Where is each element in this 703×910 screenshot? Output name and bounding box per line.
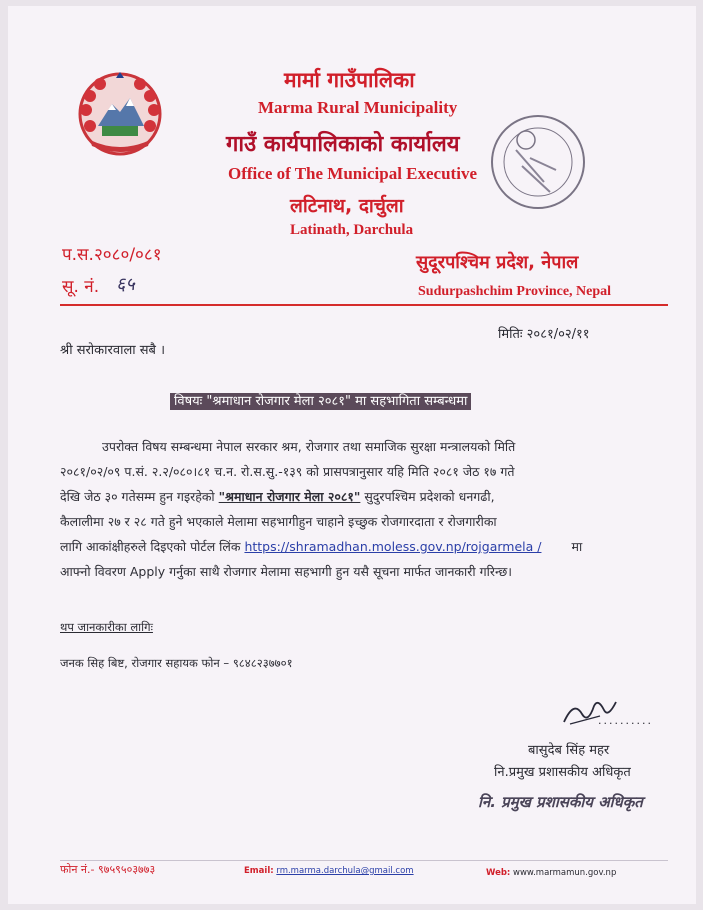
nepal-emblem-icon [76,70,164,158]
footer-email [244,866,414,876]
more-info-label: थप जानकारीका लागिः [60,620,153,634]
letter-subject [170,390,471,409]
footer-web-label: Web: [486,868,511,878]
footer-email-link[interactable]: rm.marma.darchula@gmail.com [276,866,414,876]
body-line-3a: देखि जेठ ३० गतेसम्म हुन गइरहेको [60,489,219,504]
signature-dots: .......... [598,714,653,727]
body-line-3c: सुदुरपश्चिम प्रदेशको धनगढी, [360,489,495,504]
body-line-3 [60,484,676,509]
event-name: "श्रमाधान रोजगार मेला २०८१" [218,489,361,504]
office-name-en: Office of The Municipal Executive [228,164,477,183]
body-line-5b: मा [571,539,583,554]
place-en: Latinath, Darchula [290,222,414,238]
body-line-5 [60,534,676,559]
letter-date: मितिः २०८१/०२/११ [498,327,590,342]
portal-link[interactable]: https://shramadhan.moless.gov.np/rojgarmela / [244,539,542,554]
fiscal-year: प.स.२०८०/०८१ [62,245,162,265]
province-en: Sudurpashchim Province, Nepal [418,284,612,299]
letter-body [60,434,676,584]
footer-web-value: www.marmamun.gov.np [513,868,617,878]
letter-page [8,6,696,904]
body-line-6: आफ्नो विवरण Apply गर्नुका साथै रोजगार मेलामा सहभागी हुन यसै सूचना मार्फत जानकारी गरिन्छ। [60,564,513,579]
place-np: लटिनाथ, दार्चुला [290,195,404,217]
ref-number-value: ६५ [116,274,135,295]
body-line-1: उपरोक्त विषय सम्बन्धमा नेपाल सरकार श्रम, रोजगार तथा समाजिक सुरक्षा मन्त्रालयको मिति [102,439,516,454]
subject-text: विषयः "श्रमाधान रोजगार मेला २०८१" मा सहभागिता सम्बन्धमा [170,393,471,410]
body-line-2: २०८१/०२/०९ प.सं. २.२/०८०।८१ च.न. रो.स.सु.-१३९ को प्रासपत्रानुसार यहि मिति २०८१ जेठ १७ गते [60,464,515,479]
municipality-name-np: मार्मा गाउँपालिका [284,68,415,92]
body-line-5a: लागि आकांक्षीहरुले दिइएको पोर्टल लिंक [60,539,245,554]
letter-recipient: श्री सरोकारवाला सबै । [60,343,166,358]
office-name-np: गाउँ कार्यपालिकाको कार्यालय [226,132,460,157]
footer-email-label: Email: [244,866,274,876]
municipality-name-en: Marma Rural Municipality [258,98,458,117]
office-stamp-icon [486,110,590,214]
ref-number-label: सू. नं. [62,277,100,297]
footer-web [486,868,616,878]
footer-phone: फोन नं.- ९७५९५०३७७३ [60,863,156,876]
header-divider [60,304,668,306]
footer-divider [60,860,668,861]
signatory-title-stamp: नि. प्रमुख प्रशासकीय अधिकृत [478,793,643,811]
contact-info: जनक सिह बिष्ट, रोजगार सहायक फोन – ९८४८२३७७०१ [60,656,293,670]
signatory-title: नि.प्रमुख प्रशासकीय अधिकृत [494,765,631,780]
signatory-name: बासुदेब सिंह महर [528,743,610,758]
body-line-4: कैलालीमा २७ र २८ गते हुने भएकाले मेलामा सहभागीहुन चाहाने इच्छुक रोजगारदाता र रोजगारीका [60,514,497,529]
province-np: सुदूरपश्चिम प्रदेश, नेपाल [416,252,579,273]
